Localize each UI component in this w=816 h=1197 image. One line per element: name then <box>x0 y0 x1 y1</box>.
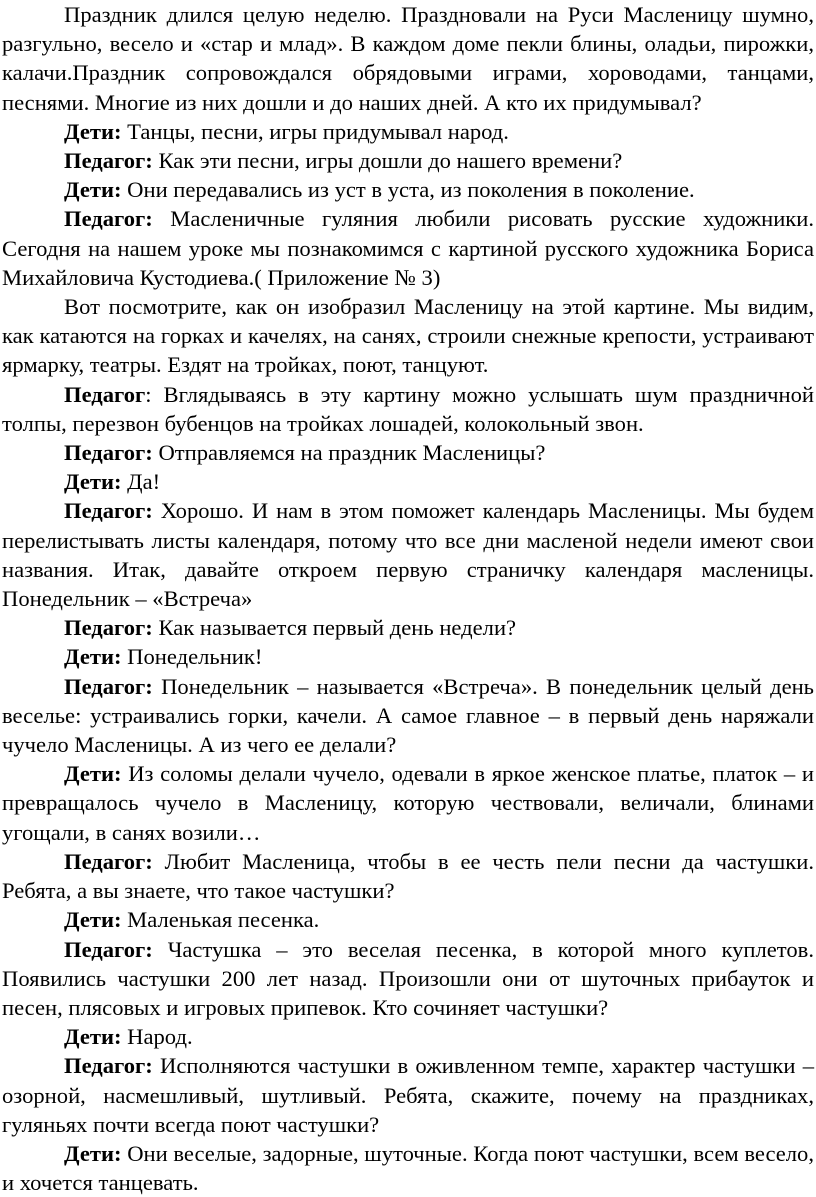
paragraph-text: Исполняются частушки в оживленном темпе, характер частушки – озорной, насмешливый, шутливый. Ребята, скажите, почему на праздниках, гуляньях почти всегда поют частушки? <box>2 1053 814 1137</box>
paragraph-3 <box>2 146 814 175</box>
speaker-label: Педагог: <box>64 440 153 466</box>
paragraph-15 <box>2 847 814 905</box>
paragraph-text: Отправляемся на праздник Масленицы? <box>158 440 546 466</box>
speaker-label: Дети: <box>64 1140 122 1166</box>
speaker-label: Дети: <box>64 1024 122 1050</box>
paragraph-text: Они веселые, задорные, шуточные. Когда поют частушки, всем весело, и хочется танцевать. <box>2 1140 814 1196</box>
speaker-label: Дети: <box>64 761 122 787</box>
paragraph-text: Как эти песни, игры дошли до нашего времени? <box>158 148 623 174</box>
paragraph-11 <box>2 613 814 642</box>
paragraph-19 <box>2 1051 814 1139</box>
paragraph-text: Маленькая песенка. <box>127 907 320 933</box>
paragraph-text: Да! <box>127 469 161 495</box>
speaker-separator <box>153 498 161 523</box>
paragraph-text: Понедельник – называется «Встреча». В понедельник целый день веселье: устраивались горки, качели. А самое главное – в первый день наряжали чучело Масленицы. А из чего ее делали? <box>2 673 814 758</box>
paragraph-text: Понедельник! <box>127 644 263 670</box>
paragraph-2 <box>2 117 814 146</box>
paragraph-17 <box>2 935 814 1023</box>
speaker-label: Педагог: <box>64 206 153 232</box>
speaker-separator <box>153 1053 160 1078</box>
paragraph-12 <box>2 642 814 671</box>
paragraph-9 <box>2 467 814 496</box>
paragraph-14 <box>2 759 814 847</box>
paragraph-text: Любит Масленица, чтобы в ее честь пели песни да частушки. Ребята, а вы знаете, что такое частушки? <box>2 848 814 904</box>
speaker-label: Дети: <box>64 907 122 933</box>
paragraph-13 <box>2 672 814 760</box>
speaker-separator <box>153 674 161 699</box>
speaker-label: Педагог: <box>64 148 153 174</box>
paragraph-text: Из соломы делали чучело, одевали в яркое женское платье, платок – и превращалось чучело в Масленицу, которую чествовали, величали, блинами угощали, в санях возили… <box>2 761 814 845</box>
speaker-label: Педагог: <box>64 848 153 874</box>
paragraph-text: Они передавались из уст в уста, из поколения в поколение. <box>127 177 695 203</box>
speaker-label: Дети: <box>64 118 122 144</box>
paragraph-text: Народ. <box>127 1024 193 1050</box>
speaker-label: Педагог: <box>64 498 153 524</box>
speaker-label: Педагог: <box>64 615 153 641</box>
document-page <box>2 0 814 1197</box>
speaker-label: Педагог: <box>64 673 153 699</box>
speaker-label: Педагог: <box>64 936 153 962</box>
paragraph-text: Хорошо. И нам в этом поможет календарь Масленицы. Мы будем перелистывать листы календаря, потому что все дни масленой недели имеют свои названия. Итак, давайте откроем первую страничку календаря масленицы. Понедельник – «Встреча» <box>2 498 814 612</box>
paragraph-text: Частушка – это веселая песенка, в которой много куплетов. Появились частушки 200 лет назад. Произошли они от шуточных прибауток и песен, плясовых и игровых припевок. Кто сочиняет частушки? <box>2 936 815 1020</box>
paragraph-18 <box>2 1022 814 1051</box>
paragraph-4 <box>2 175 814 204</box>
speaker-separator: : <box>145 381 164 407</box>
paragraph-6 <box>2 292 814 380</box>
paragraph-5 <box>2 204 814 292</box>
paragraph-text: Вот посмотрите, как он изобразил Масленицу на этой картине. Мы видим, как катаются на горках и качелях, на санях, строили снежные крепости, устраивают ярмарку, театры. Ездят на тройках, поют, танцуют. <box>2 294 814 378</box>
paragraph-text: Праздник длился целую неделю. Праздновали на Руси Масленицу шумно, разгульно, весело и «стар и млад». В каждом доме пекли блины, оладьи, пирожки, калачи.Праздник сопровождался обрядовыми играми, хороводами, танцами, песнями. Многие из них дошли и до наших дней. А кто их придумывал? <box>2 2 814 115</box>
speaker-label: Дети: <box>64 177 122 203</box>
paragraph-7 <box>2 380 814 438</box>
paragraph-10 <box>2 496 814 613</box>
speaker-separator <box>153 937 168 962</box>
paragraph-text: Масленичные гуляния любили рисовать русские художники. Сегодня на нашем уроке мы познакомимся с картиной русского художника Бориса Михайловича Кустодиева.( Приложение № 3) <box>2 206 814 290</box>
paragraph-text: Вглядываясь в эту картину можно услышать шум праздничной толпы, перезвон бубенцов на тройках лошадей, колокольный звон. <box>2 381 814 436</box>
paragraph-20 <box>2 1139 814 1197</box>
speaker-separator <box>153 206 170 231</box>
speaker-label: Дети: <box>64 469 122 495</box>
paragraph-1 <box>2 0 814 117</box>
speaker-label: Педагог: <box>64 1053 153 1079</box>
paragraph-text: Танцы, песни, игры придумывал народ. <box>127 118 509 144</box>
speaker-label: Педагог <box>64 381 146 407</box>
paragraph-text: Как называется первый день недели? <box>158 615 517 641</box>
speaker-separator <box>153 849 165 874</box>
speaker-label: Дети: <box>64 644 122 670</box>
paragraph-8 <box>2 438 814 467</box>
paragraph-16 <box>2 905 814 934</box>
